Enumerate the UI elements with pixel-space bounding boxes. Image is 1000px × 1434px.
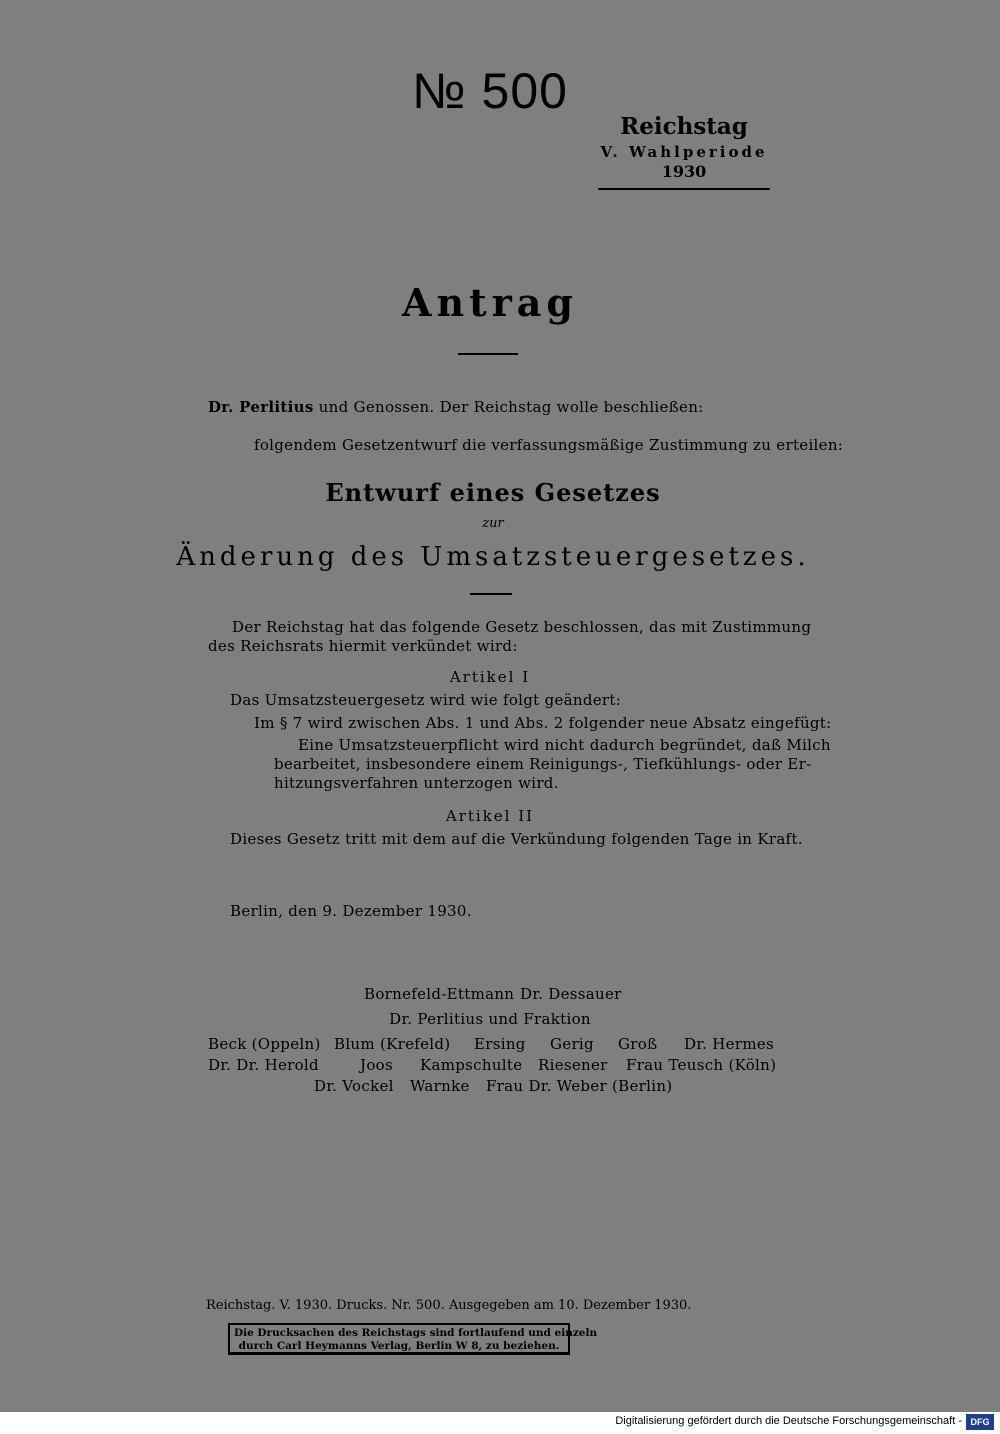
signatory: Ersing	[474, 1035, 526, 1053]
signatory: Kampschulte	[420, 1056, 523, 1074]
footer-notice-box	[228, 1323, 598, 1355]
signatory-fraktion: Dr. Perlitius und Fraktion	[389, 1010, 591, 1028]
signatory: Blum (Krefeld)	[334, 1035, 451, 1053]
article-1-line-5: hitzungsverfahren unterzogen wird.	[274, 774, 559, 792]
date-line: Berlin, den 9. Dezember 1930.	[230, 902, 472, 920]
year-label: 1930	[661, 162, 707, 181]
signatory: Bornefeld-Ettmann	[364, 985, 515, 1003]
article-1-heading: Artikel I	[449, 668, 531, 686]
law-title: Entwurf eines Gesetzes	[325, 478, 661, 507]
law-zur: zur	[482, 516, 504, 531]
document-title: Antrag	[402, 280, 578, 325]
signatory: Riesener	[538, 1056, 608, 1074]
law-subtitle: Änderung des Umsatzsteuergesetzes.	[176, 542, 810, 572]
signatory: Groß	[618, 1035, 658, 1053]
title-rule	[458, 353, 518, 355]
preamble-line-2: des Reichsrats hiermit verkündet wird:	[208, 637, 518, 655]
intro-line-1-rest: und Genossen. Der Reichstag wolle beschließen:	[318, 398, 704, 416]
article-1-line-2: Im § 7 wird zwischen Abs. 1 und Abs. 2 folgender neue Absatz eingefügt:	[254, 714, 832, 732]
article-1-line-1: Das Umsatzsteuergesetz wird wie folgt geändert:	[230, 691, 622, 709]
preamble-line-1: Der Reichstag hat das folgende Gesetz beschlossen, das mit Zustimmung	[232, 618, 812, 636]
signatory: Gerig	[550, 1035, 594, 1053]
intro-line-2: folgendem Gesetzentwurf die verfassungsmäßige Zustimmung zu erteilen:	[254, 436, 844, 454]
footer-notice-line-2: durch Carl Heymanns Verlag, Berlin W 8, zu beziehen.	[238, 1340, 560, 1352]
signatory: Dr. Vockel	[314, 1077, 394, 1095]
signatory: Dr. Hermes	[684, 1035, 775, 1053]
proposer-name: Dr. Perlitius	[208, 398, 314, 416]
article-2-line-1: Dieses Gesetz tritt mit dem auf die Verkündung folgenden Tage in Kraft.	[230, 830, 803, 848]
signatory: Joos	[360, 1056, 393, 1074]
header-rule	[598, 188, 770, 190]
footer-imprint: Reichstag. V. 1930. Drucks. Nr. 500. Ausgegeben am 10. Dezember 1930.	[206, 1298, 692, 1313]
article-2-heading: Artikel II	[445, 807, 535, 825]
signatory: Frau Dr. Weber (Berlin)	[486, 1077, 673, 1095]
dfg-logo: DFG	[966, 1414, 994, 1430]
footer-notice-line-1: Die Drucksachen des Reichstags sind fortlaufend und einzeln	[234, 1327, 598, 1339]
law-rule	[470, 593, 512, 595]
digitization-credit: Digitalisierung gefördert durch die Deutsche Forschungsgemeinschaft -	[615, 1415, 962, 1427]
signatory: Dr. Dr. Herold	[208, 1056, 319, 1074]
signatory: Dr. Dessauer	[520, 985, 622, 1003]
document-number: № 500	[412, 63, 568, 119]
article-1-line-4: bearbeitet, insbesondere einem Reinigungs-, Tiefkühlungs- oder Er-	[274, 755, 812, 773]
signatory: Beck (Oppeln)	[208, 1035, 321, 1053]
reichstag-label: Reichstag	[620, 113, 748, 140]
signatory: Warnke	[410, 1077, 470, 1095]
article-1-line-3: Eine Umsatzsteuerpflicht wird nicht dadurch begründet, daß Milch	[298, 736, 831, 754]
wahlperiode-label: V. Wahlperiode	[600, 143, 768, 161]
signatory: Frau Teusch (Köln)	[626, 1056, 777, 1074]
reichstag-header	[598, 112, 770, 190]
intro-line-1	[208, 398, 704, 416]
